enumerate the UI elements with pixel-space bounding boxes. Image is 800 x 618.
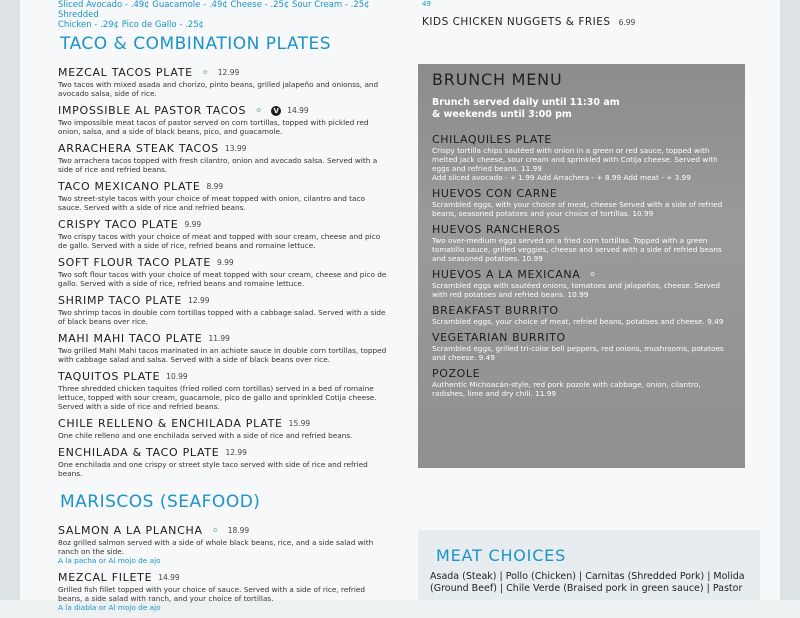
menu-item-description: One chile relleno and one enchilada served with a side of rice and refried beans. [58, 431, 353, 440]
menu-item-header [58, 180, 388, 193]
menu-item-header [58, 524, 388, 537]
menu-item-description: Three shredded chicken taquitos (fried rolled corn tortillas) served in a bed of romaine lettuce, topped with sour cream, guacamole, pico de gallo and sprinkled Cotija cheese. Served with a side of rice and refried beans. [58, 384, 377, 411]
menu-item-header [58, 104, 388, 117]
menu-item-name: MEZCAL FILETE [58, 571, 153, 584]
menu-item-description: Two shrimp tacos in double corn tortillas topped with a cabbage salad. Served with a side of black beans over rice. [58, 308, 386, 326]
menu-item-description: One enchilada and one crispy or street style taco served with side of rice and refried beans. [58, 460, 368, 478]
menu-item-price: 10.99 [166, 372, 188, 381]
brunch-item-header [432, 133, 732, 146]
brunch-item-header [432, 304, 732, 317]
kids-cut-price: 49 [422, 0, 431, 8]
brunch-item-name: HUEVOS CON CARNE [432, 187, 558, 200]
menu-item-header [58, 417, 388, 430]
menu-item [58, 104, 388, 136]
menu-item [58, 417, 388, 440]
menu-item-price: 9.99 [184, 220, 202, 229]
brunch-item [432, 187, 732, 218]
brunch-item-description [432, 236, 732, 263]
vegetarian-icon: ✿ [256, 107, 262, 114]
brunch-item-description [432, 281, 732, 299]
menu-item [58, 66, 388, 98]
menu-item-name: ENCHILADA & TACO PLATE [58, 446, 220, 459]
brunch-item-description-text: Two over-medium eggs served on a fried corn tortillas. Topped with a green tomatillo sauce, grilled veggies, cheese and served with a side of refried beans and seasoned potatoes. [432, 236, 722, 263]
brunch-hours-line-1: Brunch served daily until 11:30 am [432, 97, 620, 108]
menu-item-name: MEZCAL TACOS PLATE [58, 66, 193, 79]
menu-item [58, 294, 388, 326]
menu-item-description: Two soft flour tacos with your choice of meat topped with sour cream, cheese and pico de gallo. Served with a side of rice, refried beans and romaine lettuce. [58, 270, 387, 288]
brunch-item-price: 10.99 [632, 209, 654, 218]
brunch-panel [418, 64, 745, 468]
brunch-item-price: 9.49 [707, 317, 724, 326]
menu-item [58, 446, 388, 478]
brunch-item-description [432, 200, 732, 218]
seafood-section-title: MARISCOS (SEAFOOD) [60, 492, 261, 512]
menu-item-options: A la pacha or Al mojo de ajo [58, 556, 161, 565]
brunch-item-description-text: Authentic Michoacán-style, red pork pozole with cabbage, onion, cilantro, radishes, lime and dry chili. [432, 380, 701, 398]
brunch-item-description [432, 380, 732, 398]
meat-choices-list: Asada (Steak) | Pollo (Chicken) | Carnitas (Shredded Pork) | Molida (Ground Beef) | Chile Verde (Braised pork in green sauce) | Pastor [430, 571, 745, 594]
menu-item-price: 8.99 [206, 182, 224, 191]
menu-item-description: Two arrachera tacos topped with fresh cilantro, onion and avocado salsa. Served with a side of rice and refried beans. [58, 156, 378, 174]
menu-item-name: CHILE RELLENO & ENCHILADA PLATE [58, 417, 283, 430]
menu-item-price: 15.99 [288, 419, 311, 428]
taco-items [58, 66, 388, 478]
menu-item-price: 11.99 [208, 334, 230, 343]
menu-item [58, 332, 388, 364]
brunch-item-description-text: Scrambled eggs, grilled tri-color bell peppers, red onions, mushrooms, potatoes and cheese. [432, 344, 724, 362]
menu-item-description: Two tacos with mixed asada and chorizo, pinto beans, grilled jalapeño and onionss, and avocado salsa, side of rice. [58, 80, 379, 98]
brunch-item-addons: Add sliced avocado - + 1.99 Add Arrachera - + 8.99 Add meat - + 3.99 [432, 173, 691, 182]
brunch-item-price: 9.49 [478, 353, 495, 362]
menu-item-description: Two crispy tacos with your choice of meat and topped with sour cream, cheese and pico de gallo. Served with a side of rice, refried beans and romaine lettuce. [58, 232, 381, 250]
brunch-item-description [432, 146, 732, 173]
menu-item-price: 12.99 [188, 296, 210, 305]
menu-item-description: Two grilled Mahi Mahi tacos marinated in an achiote sauce in double corn tortillas, topped with cabbage salad and salsa. Served with a side of black beans over rice. [58, 346, 387, 364]
page-edge-right [780, 0, 800, 600]
brunch-item [432, 367, 732, 398]
menu-item-header [58, 571, 388, 584]
menu-item [58, 571, 388, 612]
brunch-item [432, 223, 732, 263]
vegan-icon: V [271, 106, 281, 116]
menu-item-name: TACO MEXICANO PLATE [58, 180, 201, 193]
menu-item-name: SALMON A LA PLANCHA [58, 524, 203, 537]
brunch-item-header [432, 367, 732, 380]
toppings-line-1: Sliced Avocado - .49¢ Guacamole - .49¢ Cheese - .25¢ Sour Cream - .25¢ Shredded [58, 0, 370, 20]
left-column [58, 34, 388, 618]
brunch-item [432, 331, 732, 362]
brunch-items [418, 133, 745, 398]
menu-item-price: 14.99 [158, 573, 180, 582]
menu-item-name: CRISPY TACO PLATE [58, 218, 179, 231]
menu-item [58, 180, 388, 212]
meat-choices-title: MEAT CHOICES [436, 546, 567, 565]
menu-item-header [58, 294, 388, 307]
brunch-item-description [432, 317, 732, 326]
toppings-extras [58, 0, 398, 30]
brunch-item-description-text: Scrambled eggs, your choice of meat, refried beans, potatoes and cheese. [432, 317, 705, 326]
brunch-item-header [432, 223, 732, 236]
menu-item-name: IMPOSSIBLE AL PASTOR TACOS [58, 104, 247, 117]
meat-choices-panel [418, 530, 760, 600]
seafood-items [58, 524, 388, 612]
brunch-item-name: HUEVOS RANCHEROS [432, 223, 561, 236]
menu-item-header [58, 256, 388, 269]
brunch-item-header [432, 331, 732, 344]
menu-item-price: 12.99 [217, 68, 240, 77]
menu-item [58, 142, 388, 174]
kids-item [422, 16, 635, 28]
menu-item-price: 18.99 [227, 526, 250, 535]
menu-item-price: 9.99 [217, 258, 234, 267]
menu-item-header [58, 218, 388, 231]
brunch-hours-line-2: & weekends until 3:00 pm [432, 109, 572, 120]
menu-item-description: Two impossible meat tacos of pastor served on corn tortillas, topped with pickled red onion, salsa, and a side of black beans, pico, and guacamole. [58, 118, 369, 136]
menu-item-header [58, 142, 388, 155]
brunch-hours [432, 97, 745, 121]
brunch-item-name: POZOLE [432, 367, 481, 380]
menu-item-header [58, 370, 388, 383]
brunch-item-name: VEGETARIAN BURRITO [432, 331, 566, 344]
kids-item-price: 6.99 [618, 17, 636, 27]
menu-item-name: SHRIMP TACO PLATE [58, 294, 183, 307]
menu-item-name: SOFT FLOUR TACO PLATE [58, 256, 211, 269]
menu-item-price: 12.99 [225, 448, 247, 457]
menu-item-description: Grilled fish fillet topped with your choice of sauce. Served with a side of rice, refried beans, a side salad with ranch, and your choice of tortillas. [58, 585, 366, 603]
menu-item [58, 524, 388, 565]
brunch-item-price: 11.99 [535, 389, 557, 398]
brunch-title: BRUNCH MENU [432, 70, 563, 89]
brunch-item-header [432, 187, 732, 200]
menu-item-price: 14.99 [287, 106, 309, 115]
brunch-item-description [432, 344, 732, 362]
menu-item [58, 218, 388, 250]
vegetarian-icon: ✿ [202, 69, 208, 76]
menu-item-description: 8oz grilled salmon served with a side of whole black beans, rice, and a side salad with ranch on the side. [58, 538, 374, 556]
kids-item-name: KIDS CHICKEN NUGGETS & FRIES [422, 16, 611, 28]
menu-item-header [58, 332, 388, 345]
taco-section-title: TACO & COMBINATION PLATES [60, 34, 332, 54]
toppings-line-2: Chicken - .29¢ Pico de Gallo - .25¢ [58, 20, 205, 30]
brunch-item [432, 133, 732, 182]
menu-item-header [58, 66, 388, 79]
menu-item [58, 370, 388, 411]
menu-item-price: 13.99 [224, 144, 247, 153]
menu-item [58, 256, 388, 288]
brunch-item-name: CHILAQUILES PLATE [432, 133, 552, 146]
brunch-item-price: 11.99 [520, 164, 542, 173]
menu-item-name: MAHI MAHI TACO PLATE [58, 332, 203, 345]
gluten-free-icon: ✿ [212, 527, 218, 534]
menu-item-name: ARRACHERA STEAK TACOS [58, 142, 219, 155]
brunch-item-description-text: Crispy tortilla chips sautéed with onion in a green or red sauce, topped with melted jack cheese, sour cream and sprinkled with Cotija cheese. Served with eggs and refried beans. [432, 146, 718, 173]
brunch-item-price: 10.99 [521, 254, 543, 263]
brunch-item-name: HUEVOS A LA MEXICANA [432, 268, 581, 281]
brunch-item [432, 268, 732, 299]
brunch-item-price: 10.99 [567, 290, 589, 299]
menu-item-options: A la diabla or Al mojo de ajo [58, 603, 161, 612]
vegetarian-icon: ✿ [590, 271, 596, 278]
menu-item-name: TAQUITOS PLATE [58, 370, 161, 383]
brunch-item-name: BREAKFAST BURRITO [432, 304, 559, 317]
menu-item-header [58, 446, 388, 459]
page-edge-left [0, 0, 20, 600]
menu-item-description: Two street-style tacos with your choice of meat topped with onion, cilantro and taco sauce. Served with a side of rice and refried beans. [58, 194, 365, 212]
brunch-item [432, 304, 732, 326]
brunch-item-header [432, 268, 732, 281]
brunch-item-description-text: Scrambled eggs, with your choice of meat, cheese Served with a side of refried beans, seasoned potatoes and your choice of tortillas. [432, 200, 723, 218]
brunch-item-description-text: Scrambled eggs with sautéed onions, tomatoes and jalapeños, cheese. Served with red potatoes and refried beans. [432, 281, 720, 299]
